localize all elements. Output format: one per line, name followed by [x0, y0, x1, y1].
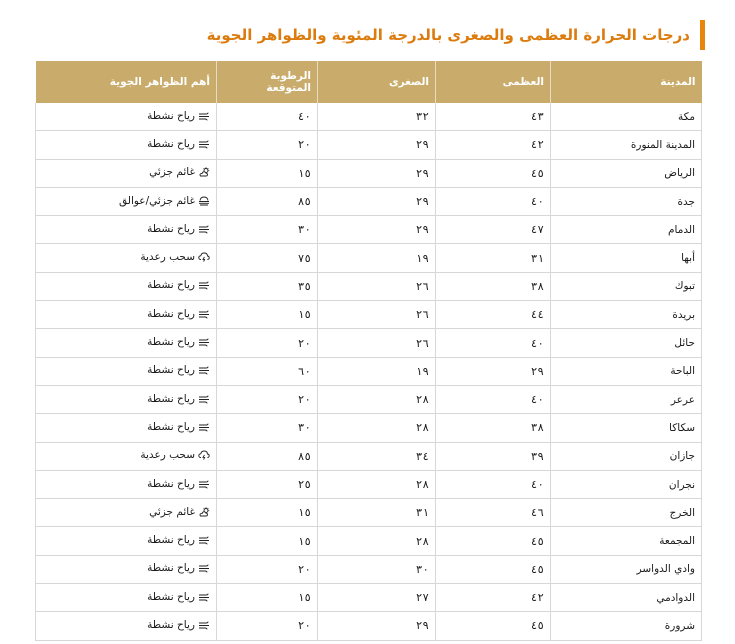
humidity-cell: ٧٥ [217, 244, 318, 272]
humidity-cell: ٨٥ [217, 187, 318, 215]
humidity-cell: ٢٠ [217, 612, 318, 640]
phenomenon-label: رياح نشطة [147, 590, 195, 603]
phenomenon [140, 449, 210, 461]
humidity-cell: ٤٠ [217, 103, 318, 131]
phenomenon [140, 251, 210, 263]
wind-icon [198, 563, 210, 573]
phenomenon-cell [36, 442, 217, 470]
phenomenon-cell [36, 329, 217, 357]
min-temp-cell: ٢٩ [318, 187, 436, 215]
phenomenon-cell [36, 357, 217, 385]
phenomenon [147, 534, 210, 546]
phenomenon-cell [36, 612, 217, 640]
wind-icon [198, 337, 210, 347]
city-cell: مكة [551, 103, 702, 131]
min-temp-cell: ٢٩ [318, 131, 436, 159]
city-cell: الدمام [551, 216, 702, 244]
city-cell: حائل [551, 329, 702, 357]
table-row [36, 385, 702, 413]
phenomenon-cell [36, 131, 217, 159]
min-temp-cell: ١٩ [318, 357, 436, 385]
table-row [36, 470, 702, 498]
phenomenon [147, 138, 210, 150]
max-temp-cell: ٢٩ [436, 357, 551, 385]
table-row [36, 442, 702, 470]
humidity-cell: ١٥ [217, 301, 318, 329]
phenomenon-cell [36, 216, 217, 244]
max-temp-cell: ٤٠ [436, 385, 551, 413]
wind-icon [198, 111, 210, 121]
phenomenon-label: سحب رعدية [140, 251, 195, 264]
phenomenon-label: رياح نشطة [147, 336, 195, 349]
humidity-cell: ٢٥ [217, 470, 318, 498]
table-row [36, 216, 702, 244]
phenomenon [147, 591, 210, 603]
max-temp-cell: ٤٥ [436, 159, 551, 187]
phenomenon-cell [36, 555, 217, 583]
city-cell: المدينة المنورة [551, 131, 702, 159]
table-body [36, 103, 702, 640]
humidity-cell: ١٥ [217, 499, 318, 527]
table-row [36, 357, 702, 385]
wind-icon [198, 479, 210, 489]
humidity-cell: ١٥ [217, 159, 318, 187]
max-temp-cell: ٤٥ [436, 527, 551, 555]
city-cell: الدوادمي [551, 584, 702, 612]
wind-icon [198, 394, 210, 404]
humidity-cell: ٣٥ [217, 272, 318, 300]
header-min: الصغرى [318, 61, 436, 103]
phenomenon [147, 562, 210, 574]
phenomenon-label: رياح نشطة [147, 364, 195, 377]
humidity-cell: ٦٠ [217, 357, 318, 385]
phenomenon-cell [36, 414, 217, 442]
wind-icon [198, 139, 210, 149]
max-temp-cell: ٣٨ [436, 272, 551, 300]
humidity-cell: ٢٠ [217, 555, 318, 583]
max-temp-cell: ٤٥ [436, 555, 551, 583]
humidity-cell: ٢٠ [217, 131, 318, 159]
phenomenon [147, 478, 210, 490]
humidity-cell: ٨٥ [217, 442, 318, 470]
weather-table [35, 61, 702, 641]
city-cell: الباحة [551, 357, 702, 385]
min-temp-cell: ٢٩ [318, 159, 436, 187]
thunder-cloud-icon [198, 252, 210, 262]
phenomenon [147, 421, 210, 433]
phenomenon [147, 308, 210, 320]
phenomenon-label: رياح نشطة [147, 392, 195, 405]
phenomenon-label: رياح نشطة [147, 477, 195, 490]
phenomenon-label: رياح نشطة [147, 562, 195, 575]
phenomenon [147, 393, 210, 405]
max-temp-cell: ٤٧ [436, 216, 551, 244]
wind-icon [198, 309, 210, 319]
humidity-cell: ٢٠ [217, 329, 318, 357]
phenomenon [149, 506, 210, 518]
phenomenon-label: رياح نشطة [147, 222, 195, 235]
table-row [36, 584, 702, 612]
phenomenon-label: رياح نشطة [147, 307, 195, 320]
phenomenon [147, 279, 210, 291]
haze-icon [198, 196, 210, 206]
city-cell: الرياض [551, 159, 702, 187]
table-row [36, 329, 702, 357]
phenomenon-label: رياح نشطة [147, 618, 195, 631]
min-temp-cell: ٢٨ [318, 470, 436, 498]
wind-icon [198, 620, 210, 630]
phenomenon-label: سحب رعدية [140, 449, 195, 462]
max-temp-cell: ٤٤ [436, 301, 551, 329]
wind-icon [198, 224, 210, 234]
table-row [36, 499, 702, 527]
humidity-cell: ١٥ [217, 584, 318, 612]
min-temp-cell: ٣٤ [318, 442, 436, 470]
table-row [36, 301, 702, 329]
city-cell: المجمعة [551, 527, 702, 555]
min-temp-cell: ٣٠ [318, 555, 436, 583]
min-temp-cell: ٢٦ [318, 272, 436, 300]
phenomenon-cell [36, 159, 217, 187]
phenomenon-cell [36, 499, 217, 527]
phenomenon [147, 223, 210, 235]
title-block [207, 22, 705, 48]
table-row [36, 527, 702, 555]
max-temp-cell: ٤٣ [436, 103, 551, 131]
city-cell: عرعر [551, 385, 702, 413]
table-row [36, 159, 702, 187]
min-temp-cell: ٢٨ [318, 385, 436, 413]
header-city: المدينة [551, 61, 702, 103]
wind-icon [198, 422, 210, 432]
table-row [36, 555, 702, 583]
city-cell: الخرج [551, 499, 702, 527]
phenomenon-cell [36, 103, 217, 131]
phenomenon-label: غائم جزئي [149, 505, 195, 518]
max-temp-cell: ٤٢ [436, 584, 551, 612]
phenomenon-cell [36, 244, 217, 272]
title-accent-bar [700, 20, 705, 50]
city-cell: أبها [551, 244, 702, 272]
table-row [36, 612, 702, 640]
partly-cloudy-icon [198, 507, 210, 517]
min-temp-cell: ٢٦ [318, 301, 436, 329]
table-row [36, 103, 702, 131]
phenomenon-cell [36, 470, 217, 498]
table-row [36, 131, 702, 159]
header-max: العظمى [436, 61, 551, 103]
phenomenon-cell [36, 584, 217, 612]
wind-icon [198, 365, 210, 375]
max-temp-cell: ٤٠ [436, 329, 551, 357]
phenomenon [147, 619, 210, 631]
min-temp-cell: ٣١ [318, 499, 436, 527]
phenomenon-cell [36, 272, 217, 300]
city-cell: شرورة [551, 612, 702, 640]
max-temp-cell: ٤٠ [436, 470, 551, 498]
phenomenon-cell [36, 385, 217, 413]
table-row [36, 244, 702, 272]
phenomenon-cell [36, 301, 217, 329]
phenomenon-label: رياح نشطة [147, 420, 195, 433]
phenomenon-label: رياح نشطة [147, 534, 195, 547]
phenomenon-cell [36, 187, 217, 215]
page-title: درجات الحرارة العظمى والصغرى بالدرجة المئوية والظواهر الجوية [206, 26, 690, 44]
city-cell: سكاكا [551, 414, 702, 442]
min-temp-cell: ١٩ [318, 244, 436, 272]
max-temp-cell: ٤٦ [436, 499, 551, 527]
table-row [36, 414, 702, 442]
humidity-cell: ٢٠ [217, 385, 318, 413]
max-temp-cell: ٣٩ [436, 442, 551, 470]
header-phenomenon: أهم الظواهر الجوية [36, 61, 217, 103]
max-temp-cell: ٣٨ [436, 414, 551, 442]
city-cell: جدة [551, 187, 702, 215]
max-temp-cell: ٤٢ [436, 131, 551, 159]
partly-cloudy-icon [198, 167, 210, 177]
phenomenon-label: رياح نشطة [147, 137, 195, 150]
phenomenon-label: غائم جزئي/عوالق [119, 194, 195, 207]
thunder-cloud-icon [198, 450, 210, 460]
table-header-row [36, 61, 702, 103]
wind-icon [198, 592, 210, 602]
header-humidity: الرطوبة المتوقعة [217, 61, 318, 103]
phenomenon-cell [36, 527, 217, 555]
city-cell: وادي الدواسر [551, 555, 702, 583]
min-temp-cell: ٢٩ [318, 612, 436, 640]
min-temp-cell: ٢٨ [318, 527, 436, 555]
phenomenon [147, 110, 210, 122]
humidity-cell: ٣٠ [217, 216, 318, 244]
city-cell: بريدة [551, 301, 702, 329]
city-cell: تبوك [551, 272, 702, 300]
min-temp-cell: ٢٩ [318, 216, 436, 244]
phenomenon [147, 364, 210, 376]
min-temp-cell: ٢٨ [318, 414, 436, 442]
table-row [36, 187, 702, 215]
city-cell: جازان [551, 442, 702, 470]
min-temp-cell: ٣٢ [318, 103, 436, 131]
min-temp-cell: ٢٧ [318, 584, 436, 612]
phenomenon-label: رياح نشطة [147, 279, 195, 292]
city-cell: نجران [551, 470, 702, 498]
min-temp-cell: ٢٦ [318, 329, 436, 357]
max-temp-cell: ٤٠ [436, 187, 551, 215]
max-temp-cell: ٣١ [436, 244, 551, 272]
table-row [36, 272, 702, 300]
phenomenon-label: رياح نشطة [147, 109, 195, 122]
humidity-cell: ١٥ [217, 527, 318, 555]
phenomenon [119, 195, 210, 207]
wind-icon [198, 280, 210, 290]
wind-icon [198, 535, 210, 545]
max-temp-cell: ٤٥ [436, 612, 551, 640]
phenomenon [147, 336, 210, 348]
humidity-cell: ٣٠ [217, 414, 318, 442]
phenomenon-label: غائم جزئي [149, 166, 195, 179]
phenomenon [149, 166, 210, 178]
